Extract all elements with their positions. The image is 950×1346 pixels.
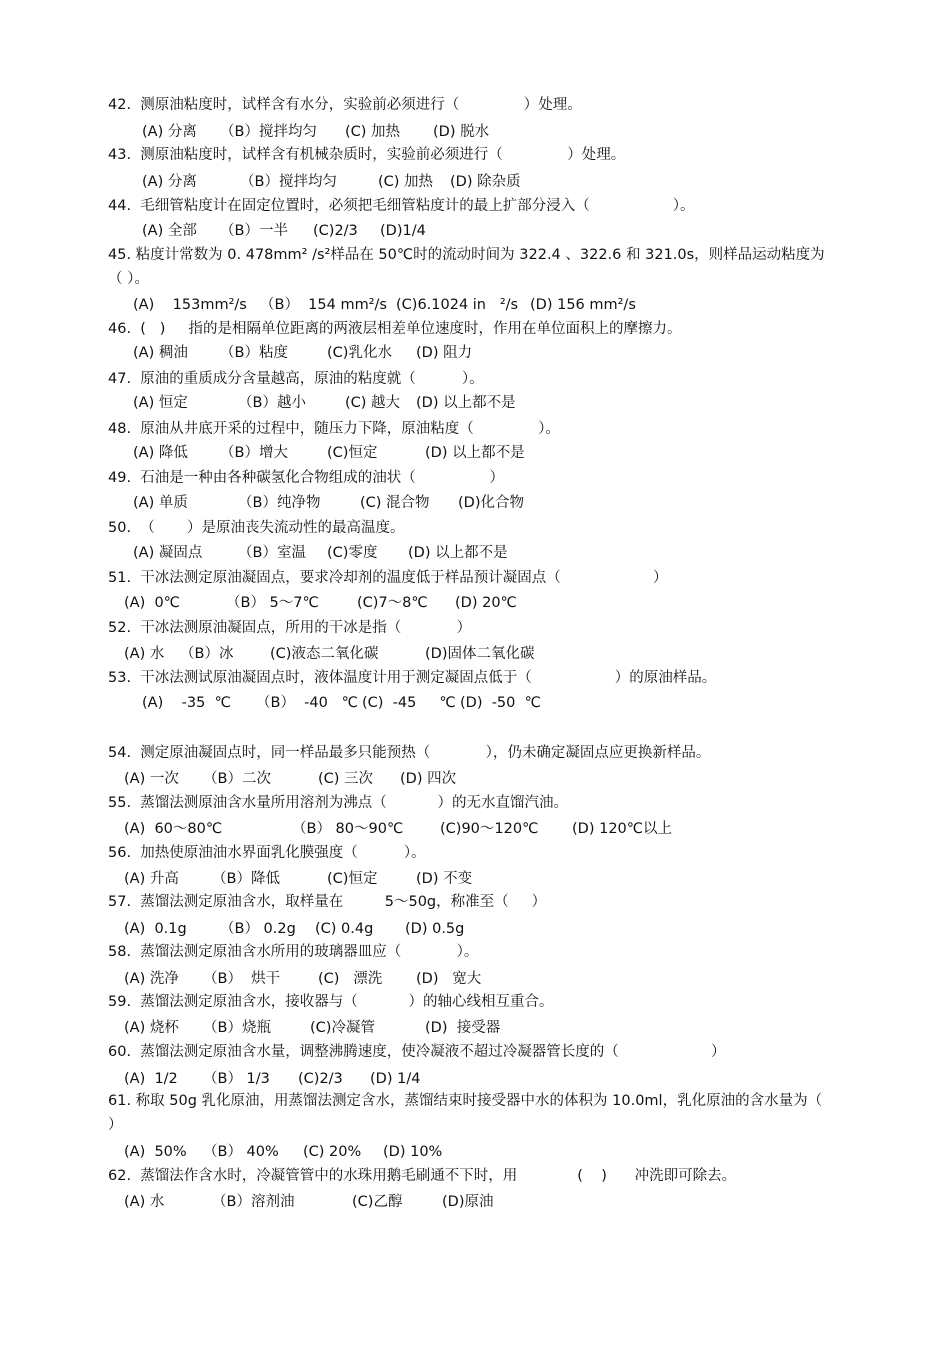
q56-option-b: （B）降低 xyxy=(212,871,280,887)
q56-option-a: (A) 升高 xyxy=(124,871,179,887)
q50-option-a: (A) 凝固点 xyxy=(133,545,203,561)
q46-option-d: (D) 阻力 xyxy=(416,345,473,361)
q49-option-d: (D)化合物 xyxy=(458,495,524,511)
q60-option-d: (D) 1/4 xyxy=(370,1071,421,1087)
question-52: 52. 干冰法测原油凝固点，所用的干冰是指（ ） xyxy=(108,620,472,636)
q60-option-b: （B） 1/3 xyxy=(203,1071,270,1087)
question-53: 53. 干冰法测试原油凝固点时，液体温度计用于测定凝固点低于（ ）的原油样品。 xyxy=(108,670,717,686)
q54-option-b: （B）二次 xyxy=(203,771,271,787)
q59-option-c: (C)冷凝管 xyxy=(310,1020,375,1036)
q44-option-d: (D)1/4 xyxy=(380,223,426,239)
q58-option-b: （B） 烘干 xyxy=(203,971,281,987)
question-54: 54. 测定原油凝固点时，同一样品最多只能预热（ ），仍未确定凝固点应更换新样品。 xyxy=(108,745,711,761)
question-48: 48. 原油从井底开采的过程中，随压力下降，原油粘度（ ）。 xyxy=(108,421,561,437)
q58-option-d: (D) 宽大 xyxy=(416,971,482,987)
q60-option-c: (C)2/3 xyxy=(298,1071,343,1087)
question-47: 47. 原油的重质成分含量越高，原油的粘度就（ ）。 xyxy=(108,371,484,387)
q61-option-b: （B） 40% xyxy=(203,1144,279,1160)
q49-option-c: (C) 混合物 xyxy=(360,495,430,511)
q46-option-b: （B）粘度 xyxy=(220,345,288,361)
q51-option-c: (C)7～8℃ xyxy=(357,595,428,611)
question-46: 46. ( ) 指的是相隔单位距离的两液层相差单位速度时，作用在单位面积上的摩擦力。 xyxy=(108,321,682,337)
q57-option-d: (D) 0.5g xyxy=(405,921,465,937)
q55-option-c: (C)90～120℃ xyxy=(440,821,539,837)
q51-option-d: (D) 20℃ xyxy=(455,595,517,611)
q44-option-b: （B）一半 xyxy=(220,223,288,239)
q57-option-c: (C) 0.4g xyxy=(315,921,374,937)
q44-option-c: (C)2/3 xyxy=(313,223,358,239)
q46-option-a: (A) 稠油 xyxy=(133,345,188,361)
question-62: 62. 蒸馏法作含水时，冷凝管管中的水珠用鹅毛刷通不下时，用 ( ) 冲洗即可除去。 xyxy=(108,1168,737,1184)
q42-option-d: (D) 脱水 xyxy=(433,124,490,140)
q51-option-a: (A) 0℃ xyxy=(124,595,180,611)
q45-option-a: (A) 153mm²/s xyxy=(133,297,247,313)
q54-option-c: (C) 三次 xyxy=(318,771,374,787)
question-49: 49. 石油是一种由各种碳氢化合物组成的油状（ ） xyxy=(108,470,505,486)
q51-option-b: （B） 5～7℃ xyxy=(226,595,319,611)
question-61: 61. 称取 50g 乳化原油，用蒸馏法测定含水，蒸馏结束时接受器中水的体积为 10.0ml，乳化原油的含水量为（ ） xyxy=(108,1093,823,1133)
q62-option-a: (A) 水 xyxy=(124,1194,165,1210)
q45-option-b: （B） 154 mm²/s xyxy=(260,297,387,313)
q49-option-a: (A) 单质 xyxy=(133,495,188,511)
q62-option-c: (C)乙醇 xyxy=(352,1194,403,1210)
q42-option-a: (A) 分离 xyxy=(142,124,197,140)
question-51: 51. 干冰法测定原油凝固点，要求冷却剂的温度低于样品预计凝固点（ ） xyxy=(108,570,668,586)
question-56: 56. 加热使原油油水界面乳化膜强度（ ）。 xyxy=(108,845,426,861)
q61-option-d: (D) 10% xyxy=(383,1144,443,1160)
q50-option-c: (C)零度 xyxy=(327,545,378,561)
q55-option-b: （B） 80～90℃ xyxy=(292,821,404,837)
q53-option-d: (D) -50 ℃ xyxy=(460,695,541,711)
q57-option-b: （B） 0.2g xyxy=(220,921,296,937)
q50-option-b: （B）室温 xyxy=(238,545,306,561)
q48-option-b: （B）增大 xyxy=(220,445,288,461)
q48-option-d: (D) 以上都不是 xyxy=(425,445,525,461)
question-60: 60. 蒸馏法测定原油含水量，调整沸腾速度，使冷凝液不超过冷凝器管长度的（ ） xyxy=(108,1044,726,1060)
question-57: 57. 蒸馏法测定原油含水，取样量在 5～50g，称准至（ ） xyxy=(108,894,547,910)
q53-option-c: (C) -45 ℃ xyxy=(362,695,456,711)
q42-option-c: (C) 加热 xyxy=(345,124,401,140)
q58-option-a: (A) 洗净 xyxy=(124,971,179,987)
question-58: 58. 蒸馏法测定原油含水所用的玻璃器皿应（ ）。 xyxy=(108,944,479,960)
q47-option-d: (D) 以上都不是 xyxy=(416,395,516,411)
q56-option-d: (D) 不变 xyxy=(416,871,473,887)
q59-option-a: (A) 烧杯 xyxy=(124,1020,179,1036)
q54-option-a: (A) 一次 xyxy=(124,771,179,787)
q47-option-a: (A) 恒定 xyxy=(133,395,188,411)
q60-option-a: (A) 1/2 xyxy=(124,1071,178,1087)
q54-option-d: (D) 四次 xyxy=(400,771,457,787)
q43-option-b: （B）搅拌均匀 xyxy=(240,174,337,190)
q50-option-d: (D) 以上都不是 xyxy=(408,545,508,561)
q45-option-d: (D) 156 mm²/s xyxy=(530,297,636,313)
q56-option-c: (C)恒定 xyxy=(327,871,378,887)
question-42: 42. 测原油粘度时，试样含有水分，实验前必须进行（ ）处理。 xyxy=(108,97,582,113)
question-43: 43. 测原油粘度时，试样含有机械杂质时，实验前必须进行（ ）处理。 xyxy=(108,147,626,163)
q59-option-b: （B）烧瓶 xyxy=(203,1020,271,1036)
question-45: 45. 粘度计常数为 0. 478mm² /s²样品在 50℃时的流动时间为 322.4 、322.6 和 321.0s，则样品运动粘度为（ ）。 xyxy=(108,247,825,287)
q46-option-c: (C)乳化水 xyxy=(327,345,392,361)
q58-option-c: (C) 漂洗 xyxy=(318,971,383,987)
question-44: 44. 毛细管粘度计在固定位置时，必须把毛细管粘度计的最上扩部分浸入（ ）。 xyxy=(108,198,695,214)
question-50: 50. （ ）是原油丧失流动性的最高温度。 xyxy=(108,520,405,536)
q53-option-b: （B） -40 ℃ xyxy=(256,695,358,711)
q52-option-a: (A) 水 xyxy=(124,646,165,662)
q42-option-b: （B）搅拌均匀 xyxy=(220,124,317,140)
q59-option-d: (D) 接受器 xyxy=(425,1020,501,1036)
q57-option-a: (A) 0.1g xyxy=(124,921,187,937)
q53-option-a: (A) -35 ℃ xyxy=(142,695,231,711)
q52-option-d: (D)固体二氧化碳 xyxy=(425,646,535,662)
q43-option-d: (D) 除杂质 xyxy=(450,174,521,190)
q48-option-a: (A) 降低 xyxy=(133,445,188,461)
q49-option-b: （B）纯净物 xyxy=(238,495,321,511)
q55-option-a: (A) 60～80℃ xyxy=(124,821,223,837)
q55-option-d: (D) 120℃以上 xyxy=(572,821,673,837)
q45-option-c: (C)6.1024 in ²/s xyxy=(396,297,519,313)
q44-option-a: (A) 全部 xyxy=(142,223,197,239)
question-55: 55. 蒸馏法测原油含水量所用溶剂为沸点（ ）的无水直馏汽油。 xyxy=(108,795,568,811)
q43-option-c: (C) 加热 xyxy=(378,174,434,190)
q43-option-a: (A) 分离 xyxy=(142,174,197,190)
q47-option-c: (C) 越大 xyxy=(345,395,401,411)
q47-option-b: （B）越小 xyxy=(238,395,306,411)
q52-option-b: （B）冰 xyxy=(180,646,234,662)
q48-option-c: (C)恒定 xyxy=(327,445,378,461)
q61-option-a: (A) 50% xyxy=(124,1144,187,1160)
q62-option-d: (D)原油 xyxy=(442,1194,494,1210)
q62-option-b: （B）溶剂油 xyxy=(212,1194,295,1210)
question-59: 59. 蒸馏法测定原油含水，接收器与（ ）的轴心线相互重合。 xyxy=(108,994,554,1010)
q61-option-c: (C) 20% xyxy=(303,1144,362,1160)
q52-option-c: (C)液态二氧化碳 xyxy=(270,646,379,662)
